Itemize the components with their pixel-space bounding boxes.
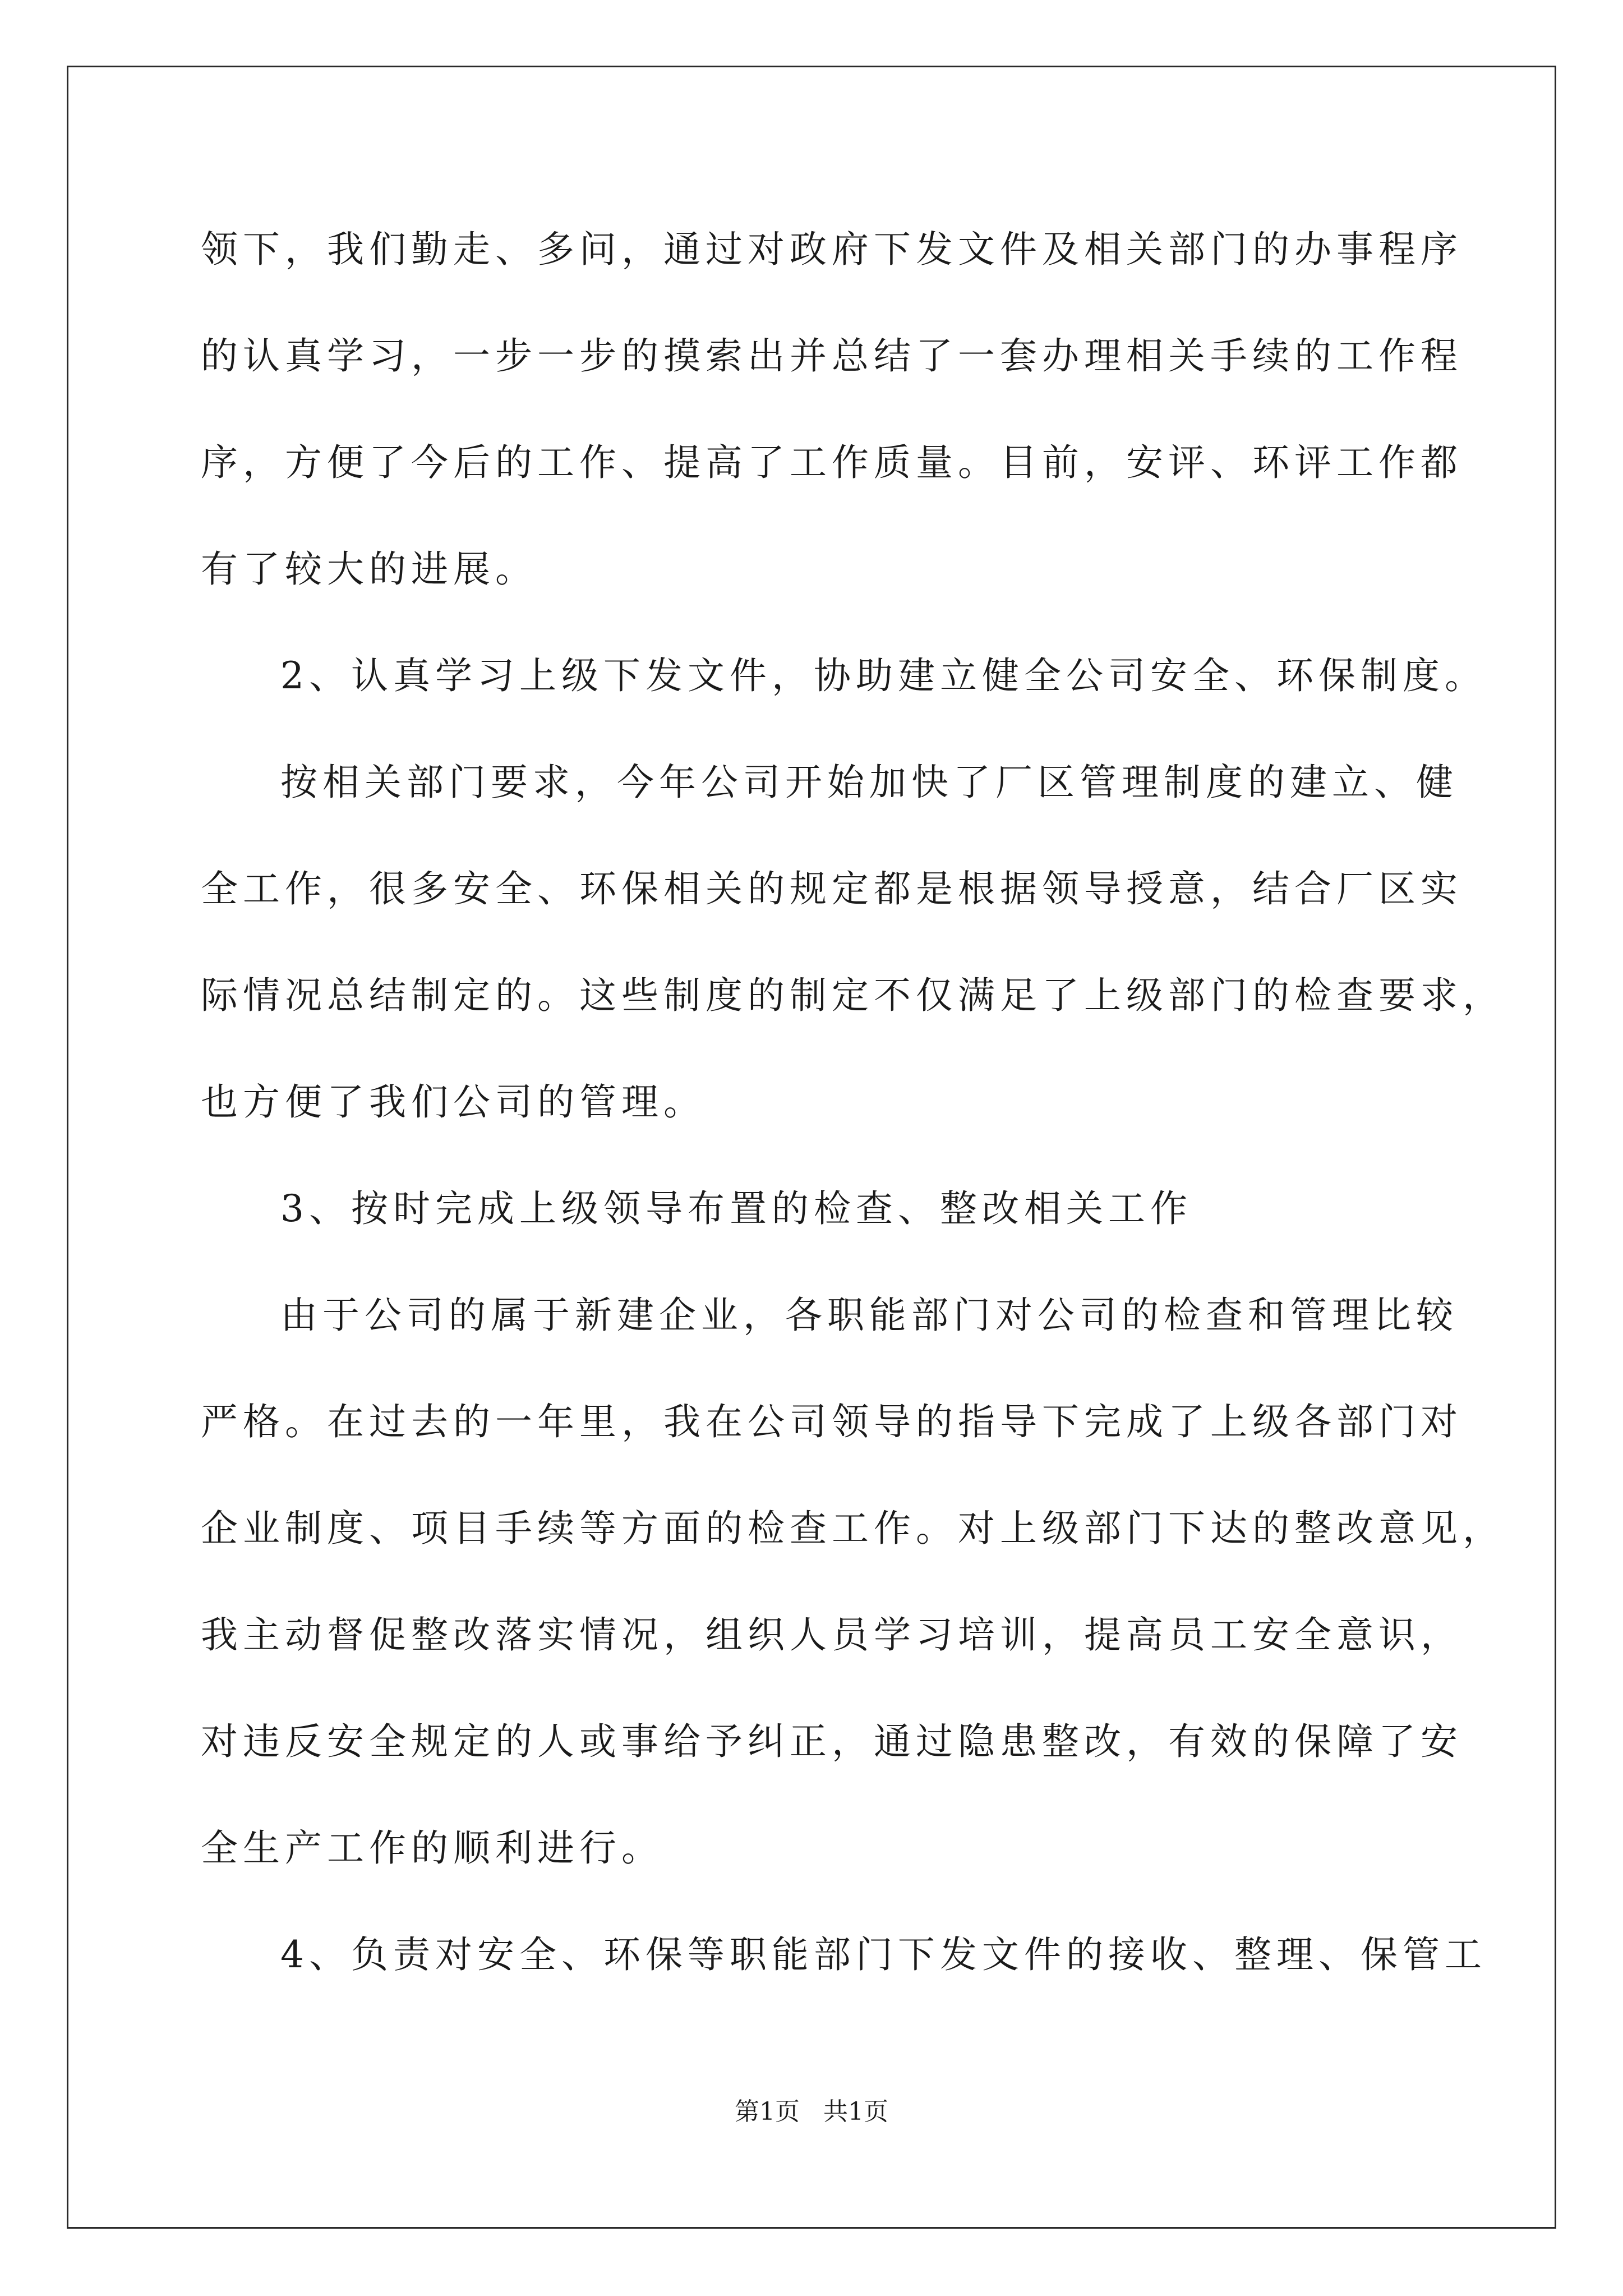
text-line: 企业制度、项目手续等方面的检查工作。对上级部门下达的整改意见， bbox=[201, 1507, 1505, 1550]
text-line: 领下，我们勤走、多问，通过对政府下发文件及相关部门的办事程序 bbox=[201, 228, 1463, 271]
text-line: 由于公司的属于新建企业，各职能部门对公司的检查和管理比较 bbox=[280, 1294, 1458, 1337]
text-line: 严格。在过去的一年里，我在公司领导的指导下完成了上级各部门对 bbox=[201, 1400, 1463, 1443]
page-number-current: 第1页 bbox=[735, 2097, 800, 2126]
page-footer bbox=[0, 2095, 1623, 2129]
section-heading: 4、负责对安全、环保等职能部门下发文件的接收、整理、保管工 bbox=[280, 1933, 1487, 1976]
text-line: 我主动督促整改落实情况，组织人员学习培训，提高员工安全意识， bbox=[201, 1613, 1463, 1657]
page-number-total: 共1页 bbox=[823, 2097, 888, 2126]
text-line: 际情况总结制定的。这些制度的制定不仅满足了上级部门的检查要求， bbox=[201, 974, 1505, 1017]
text-line: 序，方便了今后的工作、提高了工作质量。目前，安评、环评工作都 bbox=[201, 441, 1463, 484]
text-line: 全工作，很多安全、环保相关的规定都是根据领导授意，结合厂区实 bbox=[201, 867, 1463, 910]
text-line: 的认真学习，一步一步的摸索出并总结了一套办理相关手续的工作程 bbox=[201, 334, 1463, 378]
text-line: 全生产工作的顺利进行。 bbox=[201, 1826, 663, 1870]
text-line: 也方便了我们公司的管理。 bbox=[201, 1080, 706, 1124]
section-heading: 3、按时完成上级领导布置的检查、整改相关工作 bbox=[280, 1187, 1192, 1230]
page-border bbox=[67, 66, 1556, 2229]
section-heading: 2、认真学习上级下发文件，协助建立健全公司安全、环保制度。 bbox=[280, 654, 1487, 697]
text-line: 按相关部门要求，今年公司开始加快了厂区管理制度的建立、健 bbox=[280, 761, 1458, 804]
text-line: 对违反安全规定的人或事给予纠正，通过隐患整改，有效的保障了安 bbox=[201, 1720, 1463, 1763]
text-line: 有了较大的进展。 bbox=[201, 547, 537, 591]
